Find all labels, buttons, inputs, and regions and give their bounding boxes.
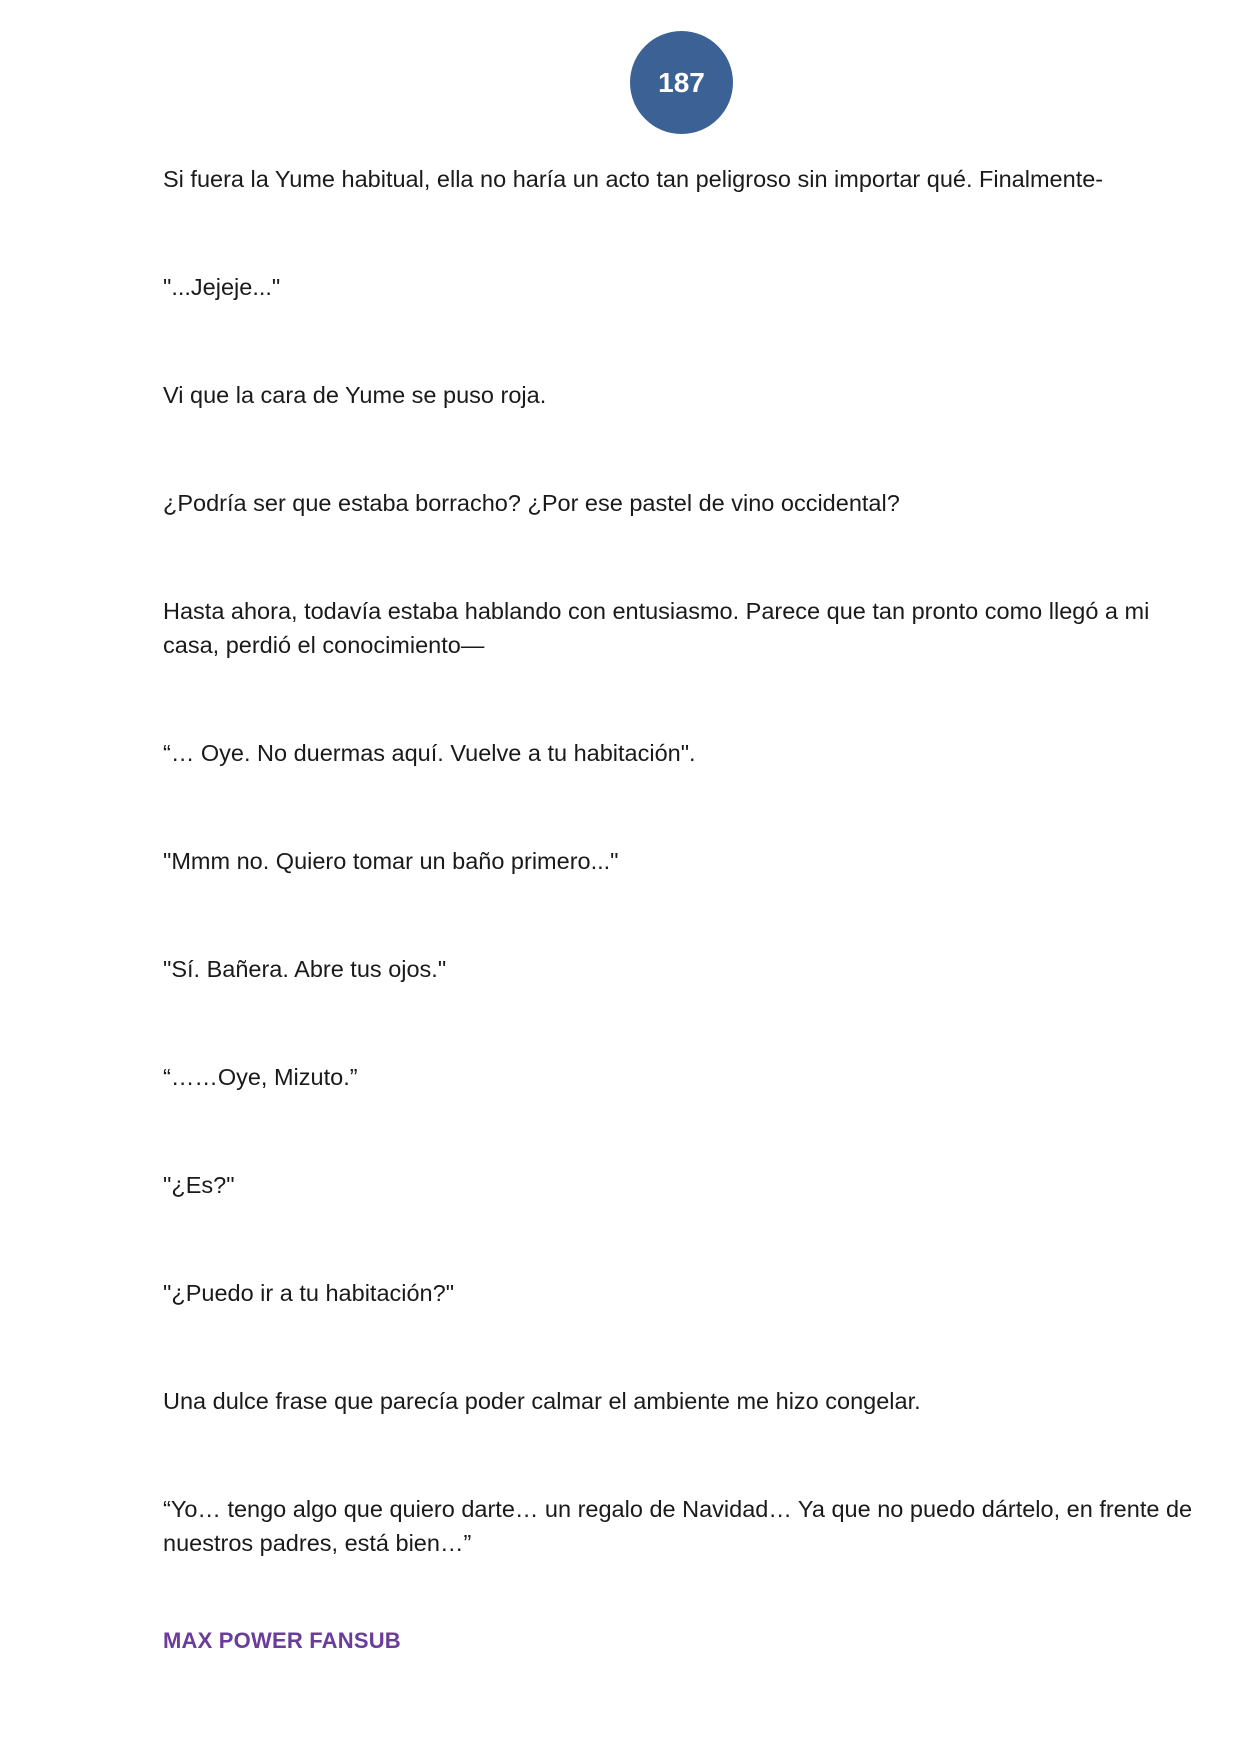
paragraph-10: "¿Es?" [163, 1172, 235, 1198]
paragraph-5: Hasta ahora, todavía estaba hablando con entusiasmo. Parece que tan pronto como llegó a mi casa, perdió el conocimiento— [163, 598, 1150, 658]
paragraph-4: ¿Podría ser que estaba borracho? ¿Por ese pastel de vino occidental? [163, 490, 900, 516]
paragraph-2: "...Jejeje..." [163, 274, 281, 300]
page-number-badge: 187 [630, 31, 733, 134]
paragraph-9: “……Oye, Mizuto.” [163, 1064, 358, 1090]
paragraph-12: Una dulce frase que parecía poder calmar el ambiente me hizo congelar. [163, 1388, 921, 1414]
paragraph-8: "Sí. Bañera. Abre tus ojos." [163, 956, 447, 982]
paragraph-3: Vi que la cara de Yume se puso roja. [163, 382, 547, 408]
paragraph-7: "Mmm no. Quiero tomar un baño primero..." [163, 848, 619, 874]
paragraph-1: Si fuera la Yume habitual, ella no haría un acto tan peligroso sin importar qué. Finalmente- [163, 166, 1104, 192]
paragraph-13: “Yo… tengo algo que quiero darte… un regalo de Navidad… Ya que no puedo dártelo, en frente de nuestros padres, está bien…” [163, 1496, 1193, 1556]
paragraph-6: “… Oye. No duermas aquí. Vuelve a tu habitación". [163, 740, 696, 766]
paragraph-11: "¿Puedo ir a tu habitación?" [163, 1280, 455, 1306]
fansub-credit: MAX POWER FANSUB [163, 1628, 401, 1653]
